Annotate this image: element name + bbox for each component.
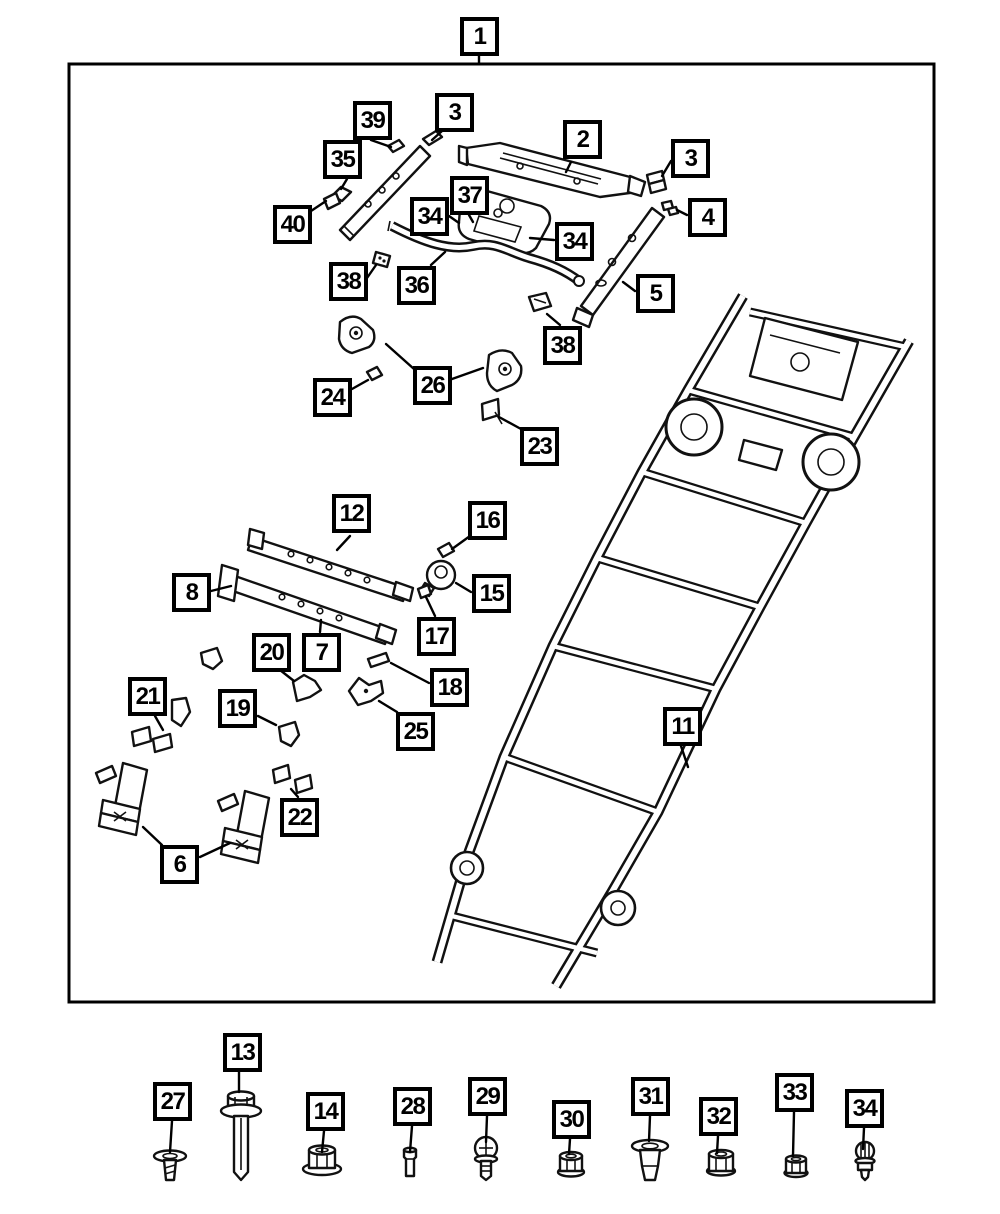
leader-line-38b: [547, 314, 560, 325]
leader-line-26b: [452, 368, 483, 379]
callout-34b: [555, 222, 594, 261]
part-rod-18: [368, 653, 389, 667]
callout-number-22: 22: [287, 803, 312, 831]
part-mount-tower-6-right: [218, 791, 269, 863]
callout-number-27: 27: [160, 1087, 185, 1115]
callout-37: [450, 176, 489, 215]
callout-number-19: 19: [225, 694, 250, 722]
fastener-31-rivet-nut-icon: [632, 1140, 668, 1180]
callout-number-26: 26: [420, 371, 445, 399]
callout-28: [393, 1087, 432, 1126]
callout-number-38b: 38: [550, 331, 575, 359]
callout-3a: [435, 93, 474, 132]
leader-line-40: [311, 201, 326, 211]
part-mount-bracket-26-right: [487, 350, 521, 391]
callout-21: [128, 677, 167, 716]
callout-8: [172, 573, 211, 612]
part-clip-4: [662, 201, 678, 215]
leader-line-19: [258, 716, 276, 725]
callout-39: [353, 101, 392, 140]
leader-line-29: [486, 1116, 487, 1142]
callout-number-15: 15: [479, 579, 504, 607]
leader-line-24: [352, 380, 368, 389]
part-bracket-21b: [172, 698, 190, 726]
fastener-29-round-head-screw-icon: [475, 1137, 497, 1180]
callout-number-32: 32: [706, 1102, 731, 1130]
callout-number-8: 8: [185, 578, 198, 606]
leader-line-38a: [367, 265, 376, 278]
callout-number-37: 37: [457, 181, 482, 209]
fastener-27-push-pin-rivet-icon: [154, 1151, 186, 1181]
leader-line-6a: [143, 827, 162, 845]
leader-line-36: [431, 252, 445, 265]
fastener-30-hex-nut-icon: [558, 1152, 584, 1177]
callout-36: [397, 266, 436, 305]
callout-22: [280, 798, 319, 837]
leader-line-30: [569, 1139, 570, 1154]
callout-19: [218, 689, 257, 728]
leader-line-34c: [863, 1128, 864, 1149]
callout-number-16: 16: [475, 506, 500, 534]
callout-number-29: 29: [475, 1082, 500, 1110]
part-bracket-38-right: [529, 293, 551, 311]
callout-number-35: 35: [330, 145, 355, 173]
callout-number-38a: 38: [336, 267, 361, 295]
part-clips-21: [132, 727, 172, 752]
fastener-34-ball-stud-icon: [856, 1142, 875, 1180]
part-bracket-20b: [201, 648, 222, 669]
callout-27: [153, 1082, 192, 1121]
part-shield-23: [482, 399, 502, 424]
callout-24: [313, 378, 352, 417]
leader-line-33: [793, 1112, 794, 1156]
part-clip-24: [367, 367, 382, 380]
callout-number-11: 11: [671, 712, 694, 740]
callout-6: [160, 845, 199, 884]
callout-number-34a: 34: [417, 202, 442, 230]
callout-number-30: 30: [559, 1105, 584, 1133]
callout-38b: [543, 326, 582, 365]
callout-number-13: 13: [230, 1038, 255, 1066]
part-bracket-19: [279, 722, 299, 746]
leader-line-39: [371, 140, 391, 147]
leader-line-32: [717, 1136, 718, 1153]
leader-line-27: [170, 1121, 172, 1152]
part-clips-22: [273, 765, 312, 793]
callout-33: [775, 1073, 814, 1112]
callout-number-18: 18: [437, 673, 462, 701]
leader-line-3b: [662, 161, 671, 176]
callout-5: [636, 274, 675, 313]
callout-number-34c: 34: [852, 1094, 877, 1122]
leader-line-12: [337, 536, 350, 550]
leader-line-34a: [449, 216, 459, 223]
leader-line-15: [456, 583, 471, 592]
callout-31: [631, 1077, 670, 1116]
leader-line-21: [155, 716, 163, 730]
callout-number-3b: 3: [684, 144, 697, 172]
callout-29: [468, 1077, 507, 1116]
callout-number-7: 7: [315, 638, 328, 666]
callout-11: [663, 707, 702, 746]
leader-line-5: [623, 282, 635, 291]
callout-40: [273, 205, 312, 244]
callout-number-20: 20: [259, 638, 284, 666]
leader-line-31: [649, 1116, 650, 1141]
callout-23: [520, 427, 559, 466]
callout-35: [323, 140, 362, 179]
callout-number-12: 12: [339, 499, 364, 527]
callout-4: [688, 198, 727, 237]
callout-number-4: 4: [701, 203, 714, 231]
callout-number-3a: 3: [448, 98, 461, 126]
callout-number-36: 36: [404, 271, 429, 299]
fastener-13-hex-flange-bolt-icon: [221, 1092, 261, 1181]
part-clip-17: [418, 585, 431, 598]
callout-number-17: 17: [424, 622, 449, 650]
callout-number-33: 33: [782, 1078, 807, 1106]
callout-38a: [329, 262, 368, 301]
leader-line-17: [426, 597, 435, 616]
callout-26: [413, 366, 452, 405]
callout-32: [699, 1097, 738, 1136]
callout-12: [332, 494, 371, 533]
callout-number-14: 14: [313, 1097, 338, 1125]
callout-number-2: 2: [576, 125, 589, 153]
leader-line-18: [391, 663, 429, 683]
callout-number-40: 40: [280, 210, 305, 238]
callout-number-23: 23: [527, 432, 552, 460]
callout-number-28: 28: [400, 1092, 425, 1120]
callout-2: [563, 120, 602, 159]
callout-number-39: 39: [360, 106, 385, 134]
leader-line-7: [320, 620, 321, 632]
callout-34a: [410, 197, 449, 236]
callout-1: [460, 17, 499, 56]
leader-line-25: [379, 701, 397, 712]
part-mount-bracket-26-left: [339, 317, 374, 353]
callout-30: [552, 1100, 591, 1139]
callout-34c: [845, 1089, 884, 1128]
callout-3b: [671, 139, 710, 178]
callout-15: [472, 574, 511, 613]
callout-7: [302, 633, 341, 672]
callout-number-24: 24: [320, 383, 345, 411]
fastener-33-hex-flange-nut-icon: [785, 1156, 808, 1178]
callout-number-34b: 34: [562, 227, 587, 255]
part-mount-tower-6-left: [96, 763, 147, 835]
callout-17: [417, 617, 456, 656]
callout-number-31: 31: [638, 1082, 663, 1110]
callout-number-6: 6: [173, 850, 186, 878]
callout-16: [468, 501, 507, 540]
callout-number-25: 25: [403, 717, 428, 745]
callout-18: [430, 668, 469, 707]
callout-20: [252, 633, 291, 672]
callout-number-5: 5: [649, 279, 662, 307]
leader-line-26a: [386, 344, 414, 369]
fastener-32-hex-flange-nut-icon: [707, 1150, 735, 1176]
callout-14: [306, 1092, 345, 1131]
callout-number-21: 21: [135, 682, 160, 710]
callout-number-1: 1: [473, 22, 486, 50]
part-bracket-20: [293, 675, 321, 701]
callout-13: [223, 1033, 262, 1072]
callout-25: [396, 712, 435, 751]
